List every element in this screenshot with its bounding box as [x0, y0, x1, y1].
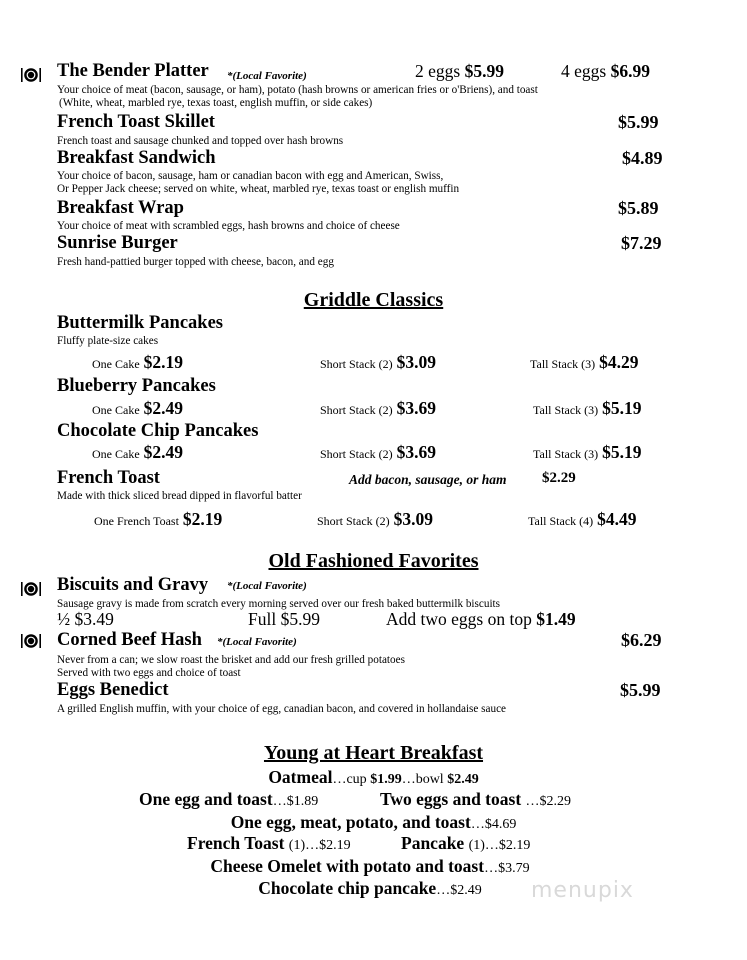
burger-desc: Fresh hand-pattied burger topped with cheese, bacon, and egg — [57, 256, 334, 268]
biscuits-desc: Sausage gravy is made from scratch every morning served over our fresh baked buttermilk biscuits — [57, 598, 501, 610]
sandwich-desc-1: Your choice of bacon, sausage, ham or canadian bacon with egg and American, Swiss, — [57, 170, 444, 182]
item-biscuits-and-gravy: Biscuits and Gravy — [57, 575, 209, 595]
item-chocolate-chip-pancakes: Chocolate Chip Pancakes — [57, 421, 259, 441]
buttermilk-one-cake: One Cake $2.19 — [92, 352, 184, 372]
section-title-young-at-heart: Young at Heart Breakfast — [263, 742, 484, 764]
item-breakfast-sandwich: Breakfast Sandwich — [57, 148, 216, 168]
french-toast-one: One French Toast $2.19 — [94, 509, 223, 529]
price-4-eggs: 4 eggs $6.99 — [561, 61, 650, 81]
bender-desc-2: (White, wheat, marbled rye, texas toast, english muffin, or side cakes) — [59, 97, 373, 109]
french-toast-desc: Made with thick sliced bread dipped in flavorful batter — [57, 490, 302, 502]
item-blueberry-pancakes: Blueberry Pancakes — [57, 376, 216, 396]
skillet-desc: French toast and sausage chunked and topped over hash browns — [57, 135, 344, 147]
biscuits-half: ½ $3.49 — [57, 609, 114, 629]
sandwich-desc-2: Or Pepper Jack cheese; served on white, wheat, marbled rye, texas toast or english muffin — [57, 183, 460, 195]
wrap-desc: Your choice of meat with scrambled eggs, hash browns and choice of cheese — [57, 220, 400, 232]
young-oatmeal: Oatmeal…cup $1.99…bowl $2.49 — [268, 767, 479, 787]
item-bender-platter: The Bender Platter — [57, 61, 209, 81]
buttermilk-tall-stack: Tall Stack (3) $4.29 — [530, 352, 639, 372]
price-breakfast-sandwich: $4.89 — [622, 148, 663, 168]
young-one-egg: One egg and toast…$1.89 — [139, 789, 319, 809]
price-sunrise-burger: $7.29 — [621, 233, 662, 253]
item-french-toast-skillet: French Toast Skillet — [57, 112, 215, 132]
local-favorite-note: *(Local Favorite) — [227, 580, 307, 592]
blueberry-one-cake: One Cake $2.49 — [92, 398, 184, 418]
chocchip-short-stack: Short Stack (2) $3.69 — [320, 442, 437, 462]
item-corned-beef-hash: Corned Beef Hash — [57, 630, 202, 650]
section-title-griddle: Griddle Classics — [303, 289, 444, 311]
section-title-old-fashioned: Old Fashioned Favorites — [268, 550, 479, 572]
blueberry-short-stack: Short Stack (2) $3.69 — [320, 398, 437, 418]
young-french-toast: French Toast (1)…$2.19 — [187, 833, 351, 853]
french-toast-addon-price: $2.29 — [542, 470, 576, 486]
corned-desc-2: Served with two eggs and choice of toast — [57, 667, 241, 679]
item-eggs-benedict: Eggs Benedict — [57, 680, 169, 700]
chocchip-one-cake: One Cake $2.49 — [92, 442, 184, 462]
price-eggs-benedict: $5.99 — [620, 680, 661, 700]
chocchip-tall-stack: Tall Stack (3) $5.19 — [533, 442, 642, 462]
young-cheese-omelet: Cheese Omelet with potato and toast…$3.79 — [210, 856, 530, 876]
young-combo: One egg, meat, potato, and toast…$4.69 — [230, 812, 517, 832]
french-toast-addon: Add bacon, sausage, or ham — [349, 472, 507, 487]
local-favorite-note: *(Local Favorite) — [217, 636, 297, 648]
biscuits-full: Full $5.99 — [248, 609, 320, 629]
plate-fork-knife-icon — [20, 633, 42, 649]
buttermilk-short-stack: Short Stack (2) $3.09 — [320, 352, 437, 372]
young-chocolate-chip: Chocolate chip pancake…$2.49 — [258, 878, 482, 898]
benedict-desc: A grilled English muffin, with your choice of egg, canadian bacon, and covered in hollandaise sauce — [57, 703, 507, 715]
plate-fork-knife-icon — [20, 581, 42, 597]
buttermilk-desc: Fluffy plate-size cakes — [57, 335, 159, 347]
biscuits-add-eggs: Add two eggs on top $1.49 — [386, 609, 576, 629]
item-sunrise-burger: Sunrise Burger — [57, 233, 178, 253]
local-favorite-note: *(Local Favorite) — [227, 70, 307, 82]
corned-desc-1: Never from a can; we slow roast the brisket and add our fresh grilled potatoes — [57, 654, 405, 666]
bender-desc-1: Your choice of meat (bacon, sausage, or ham), potato (hash browns or american fries or o'Briens), and toast — [57, 84, 538, 96]
french-toast-short-stack: Short Stack (2) $3.09 — [317, 509, 434, 529]
blueberry-tall-stack: Tall Stack (3) $5.19 — [533, 398, 642, 418]
price-french-toast-skillet: $5.99 — [618, 112, 659, 132]
item-french-toast: French Toast — [57, 468, 160, 488]
price-corned-beef-hash: $6.29 — [621, 630, 662, 650]
menupix-watermark: menupix — [531, 878, 634, 903]
french-toast-tall-stack: Tall Stack (4) $4.49 — [528, 509, 637, 529]
price-breakfast-wrap: $5.89 — [618, 198, 659, 218]
price-2-eggs: 2 eggs $5.99 — [415, 61, 504, 81]
young-two-eggs: Two eggs and toast …$2.29 — [380, 789, 572, 809]
young-pancake: Pancake (1)…$2.19 — [401, 833, 531, 853]
item-breakfast-wrap: Breakfast Wrap — [57, 198, 184, 218]
item-buttermilk-pancakes: Buttermilk Pancakes — [57, 313, 223, 333]
plate-fork-knife-icon — [20, 67, 42, 83]
